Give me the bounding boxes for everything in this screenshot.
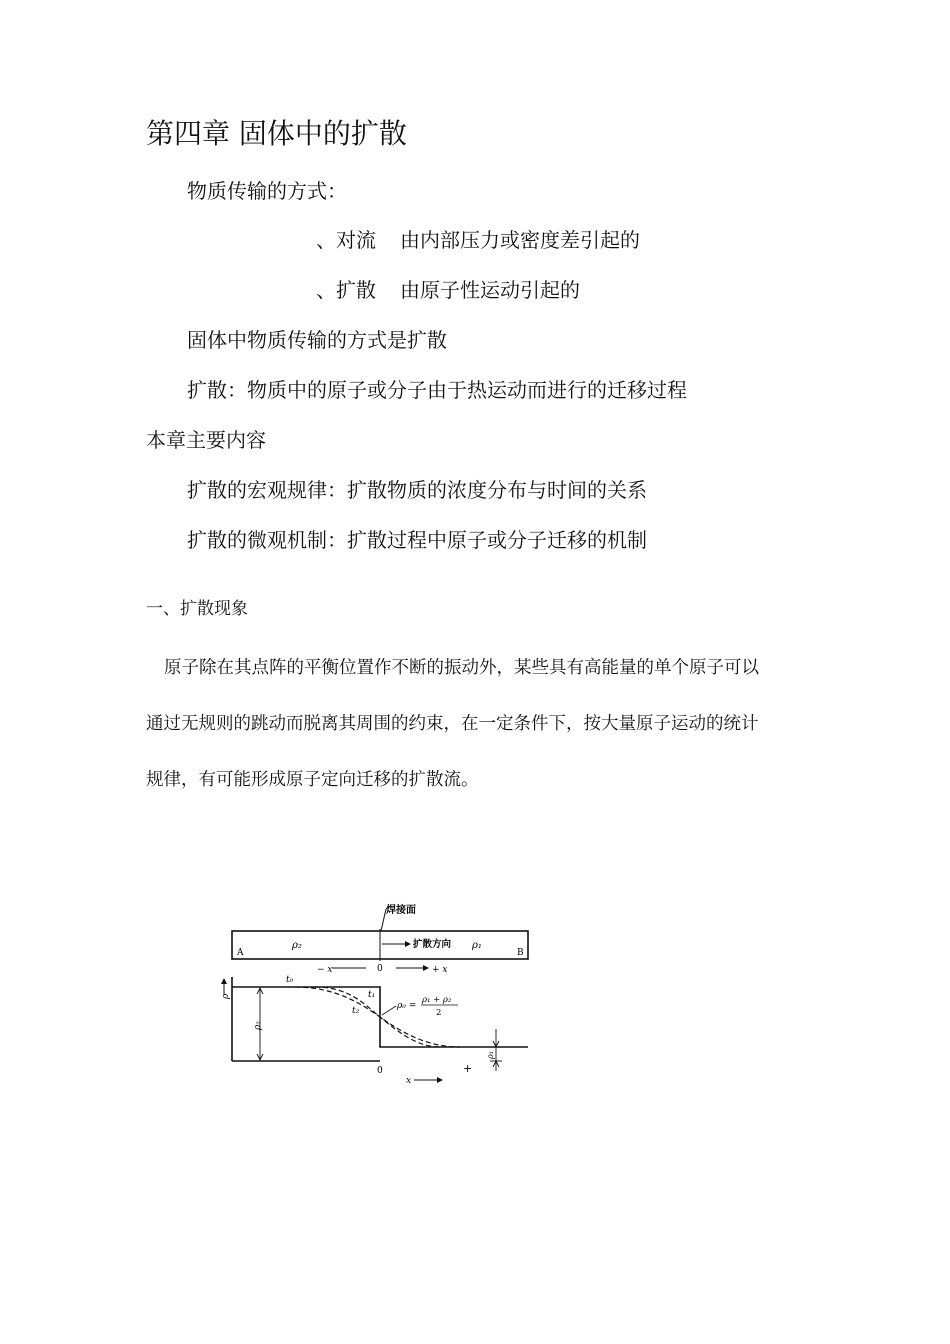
end-b-label: B [517, 948, 524, 958]
end-a-label: A [237, 948, 244, 958]
rho1-side-label: ρ₁ [486, 1051, 495, 1059]
rho0-leader [382, 1006, 396, 1015]
mode-desc: 由原子性运动引起的 [400, 278, 580, 302]
x-axis-label: x [406, 1076, 412, 1086]
zero-label-bottom: 0 [377, 1066, 383, 1076]
direction-label: 扩散方向 [413, 939, 452, 950]
t2-label: t₂ [352, 1006, 360, 1016]
section-heading: 一、扩散现象 [146, 599, 248, 619]
weld-leader [381, 909, 386, 931]
paragraph-line: 通过无规则的跳动而脱离其周围的约束，在一定条件下，按大量原子运动的统计 [146, 714, 759, 734]
mode-name: 、对流 [316, 228, 376, 252]
rho0-denominator: 2 [436, 1008, 442, 1018]
contents-item-macro: 扩散的宏观规律：扩散物质的浓度分布与时间的关系 [187, 478, 647, 502]
zero-label-top: 0 [377, 964, 383, 974]
mode-convection [316, 224, 640, 253]
rho2-side-label: ρ₂ [253, 1021, 263, 1030]
definition-text: 扩散：物质中的原子或分子由于热运动而进行的迁移过程 [187, 378, 687, 402]
neg-x-label: − x [317, 965, 333, 975]
solid-mode-text: 固体中物质传输的方式是扩散 [187, 328, 447, 352]
body-paragraph [146, 640, 826, 808]
t0-label: t₀ [286, 975, 294, 985]
intro-text: 物质传输的方式： [187, 179, 347, 203]
rho-axis-label: ρ [221, 993, 231, 999]
pos-x-label: + x [432, 965, 448, 975]
rho1-label: ρ₁ [472, 940, 482, 951]
rho0-label: ρ₀ = [397, 1001, 417, 1011]
contents-item-micro: 扩散的微观机制：扩散过程中原子或分子迁移的机制 [187, 528, 647, 552]
page-title: 第四章 固体中的扩散 [146, 117, 407, 150]
contents-heading: 本章主要内容 [146, 428, 266, 452]
rho0-numerator: ρ₁ + ρ₂ [422, 995, 452, 1005]
mode-name: 、扩散 [316, 278, 376, 302]
t1-label: t₁ [368, 990, 376, 1000]
mode-desc: 由内部压力或密度差引起的 [400, 228, 640, 252]
diffusion-figure [220, 895, 540, 1095]
weld-label: 焊接面 [386, 905, 416, 916]
plus-label: + [463, 1062, 473, 1075]
rho2-label: ρ₂ [292, 940, 302, 951]
paragraph-line: 规律，有可能形成原子定向迁移的扩散流。 [146, 770, 479, 790]
mode-diffusion [316, 274, 580, 303]
paragraph-line: 原子除在其点阵的平衡位置作不断的振动外，某些具有高能量的单个原子可以 [164, 658, 759, 678]
